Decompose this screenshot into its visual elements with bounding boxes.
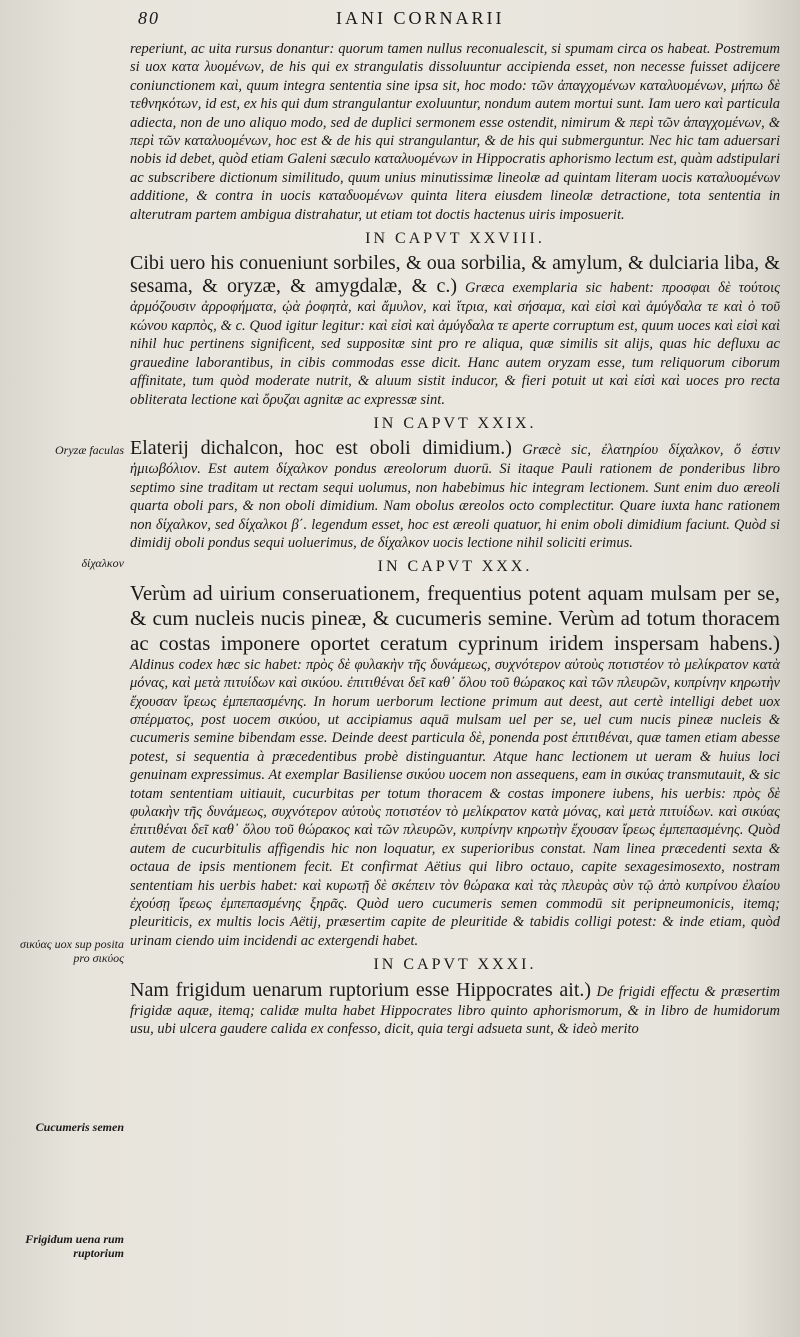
- page-number: 80: [138, 8, 160, 28]
- margin-note-oryza: Oryzæ faculas: [55, 443, 124, 457]
- margin-note-cucumeris: Cucumeris semen: [35, 1120, 124, 1134]
- commentary-28: Græca exemplaria sic habent: προσφαι δὲ τούτοις ἁρμόζουσιν ἀρροφήματα, ᾠὰ ῥοφητὰ, καὶ ἄμυλον, καὶ ἴτρια, καὶ σήσαμα, καὶ εἰσὶ καὶ ἀμύγδαλα τε καὶ ὁ τοῦ κώνου καρπὸς, & c. Quod igitur legitur: καὶ εἰσὶ καὶ ἀμύγδαλα τε aperte corruptum est, quum uoces καὶ εἰσὶ καὶ nihil huc pertinens significent, sed suppositæ sint pro re aliqua, quæ similis sit alijs, quas hic defluxu ac grauedine laborantibus, in cibis commodas esse dicit. Hanc autem oryzam esse, tum reliquorum ciborum affinitate, tum quòd moderate nutrit, & aluum sistit inducor, & fieri potuit ut καὶ εἰσὶ καὶ uoces pro recta obliterata lectione καὶ ὄρυζαι agnitæ ac expressæ sint.: [130, 280, 781, 408]
- text-column: [130, 40, 780, 1044]
- chapter-heading-28: IN CAPVT XXVIII.: [365, 230, 545, 248]
- running-title: IANI CORNARII: [336, 8, 505, 28]
- margin-note-frigidum: Frigidum uena rum ruptorium: [25, 1232, 124, 1260]
- paragraph-continuation: reperiunt, ac uita rursus donantur: quorum tamen nullus reconualescit, si spumam circa os habeat. Postremum si uox κατα λυομένων, de his qui ex strangulatis dissoluuntur accipienda esset, non necesse fuisset adijcere coniunctionem καὶ, quum integra sententia sine ipsa sit, hoc modo: τῶν ἀπαγχομένων καταλυομένων, μήπω δὲ τεθνηκότων, id est, ex his qui dum strangulantur exoluuntur, nondum autem mortui sunt. Iam uero καὶ particula adiecta, non de uno aliquo modo, sed de duplici sermonem esse ostendit, nimirum & περὶ τῶν ἀπαγχομένων, & περὶ τῶν καταλυομένων, hoc est & de his qui strangulantur, & de his qui submerguntur. Nec hic tam aduersari nobis id debet, quòd etiam Galeni sæculo καταλυομένων in Hippocratis aphorismo lectum est, quàm adstipulari ac subscribere dictionum similitudo, quum unius minutissimæ lineolæ ad quintam literam uocis καταλυομένων additione, & contra in uocis καταδυομένων quinta litera eiusdem lineolæ detractione, tota sententia in alterutram partem ambigua distrahatur, ut etiam tot doctis hactenus uiris imposuerit.: [130, 41, 780, 223]
- commentary-30a: Aldinus codex hæc sic habet: πρὸς δὲ φυλακὴν τῆς δυνάμεως, συχνότερον αὐτοὺς ποτιστέον τὸ μελίκρατον κατὰ μόνας, καὶ μετὰ πιτυίδων καὶ σικύου. ἐπιτιθέναι δεῖ καθ᾿ ὅλου τοῦ θώρακος καὶ τῶν πλευρῶν, κυπρίνην κηρωτὴν ἔχουσαν ἴρεως ἐμπεπασμένης. In horum uerborum lectione primum aut deest, aut certè intelligi debet uox σπέρματος, post uocem σικύου, ut accipiamus aquā mulsam uel per se, uel cum nucis pineæ nucleis & cucumeris semine bibendam esse. Deinde deest particula δὲ, ponenda post ἐπιτιθέναι, quæ tamen etiam abesse potest, si sequentia à præcedentibus probè distinguantur. Atque hanc lectionem ut ueram & huius loci genuinam expressimus.: [130, 656, 780, 784]
- lemma-31: Nam frigidum uenarum ruptorium esse Hippocrates ait.): [130, 978, 592, 1001]
- lemma-29: Elaterij dichalcon, hoc est oboli dimidium.): [130, 437, 512, 460]
- commentary-30b: At exemplar Basiliense σικύου uocem non assequens, eam in σικύας transmutauit, & sic totam sententiam uitiauit, cucurbitas per totum thoracem & costas imponere iubens, his uerbis: πρὸς δὲ φυλακὴν τῆς δυνάμεως, συχνότερον αὐτοὺς ποτιστέον τὸ μελίκρατον κατὰ μόνας, καὶ μετὰ πιτυίδων. καὶ σικύας ἐπιτιθέναι δεῖ καθ᾿ ὅλου τοῦ θώρακος καὶ τῶν πλευρῶν, κυπρίνην κηρωτὴν ἔχουσαν ἴρεως ἐμπεπασμένης. Quòd autem de cucurbitulis affigendis hic non loquatur, ex superioribus constat. Nam linea præcedenti sexta & octaua de ipsis mentionem fecit. Et confirmat Aëtius qui libro octauo, capite sexagesimosexto, nostram sententiam his uerbis habet: καὶ κυρωτῇ δὲ σκέπειν τὸν θώρακα καὶ τὰς πλευρὰς σὺν τῷ ἀπὸ κυπρίνου ἐλαίου ἐχούσῃ ἴρεως ἐμπεπασμένης ξηρᾶς. Quòd uero cucumeris semen commodū sit peripneumonicis, itemq; pleuriticis, ex multis locis Aëtij, præsertim capite de pleuritide & tabidis colligi potest: & inde etiam, quòd urinam ciendo uim incidendi ac extergendi habet.: [130, 767, 780, 949]
- lemma-30: Verùm ad uirium conseruationem, frequentius potent aquam mulsam per se, & cum nucleis nucis pineæ, & cucumeris semine. Verùm ad totum thoracem ac costas imponere oportet ceratum cyprinum iridem inspersam habens.): [130, 580, 780, 655]
- margin-note-sikuas: σικύας uox sup posita pro σικύος: [19, 937, 124, 965]
- chapter-heading-29: IN CAPVT XXIX.: [373, 414, 537, 432]
- running-header: [124, 8, 784, 32]
- commentary-29: Græcè sic, ἐλατηρίου δίχαλκον, ὅ ἐστιν ἡμιωβόλιον. Est autem δίχαλκον pondus æreolorum duorū. Si itaque Pauli rationem de ponderibus libro septimo sine traditam ut rectam sequi uolumus, non habebimus hic integram lectionem. Sunt enim duo æreoli quarta oboli pars, & non oboli dimidium. Nam obolus æreolos octo complectitur. Quare iuxta hanc rationem non δίχαλκον, sed δίχαλκοι β΄. legendum esset, hoc est æreoli quatuor, hi enim oboli dimidium faciunt. Quòd si dimidij oboli pondus sequi uoluerimus, de δίχαλκον uocis lectione nihil soliciti erimus.: [130, 442, 781, 551]
- chapter-heading-31: IN CAPVT XXXI.: [373, 956, 537, 974]
- lemma-28: Cibi uero his conueniunt sorbiles, & oua sorbilia, & amylum, & dulciaria liba, & sesama, & oryzæ, & amygdalæ, & c.): [130, 252, 780, 298]
- commentary-31: De frigidi effectu & præsertim frigidæ aquæ, itemq; calidæ multa habet Hippocrates libro quinto aphorismorum, & in libro de humidorum usu, ubi ulcera gaudere calida ex confesso, dicit, quia tergi adsueta sunt, & ideò merito: [130, 983, 781, 1038]
- margin-note-dichalkon: δίχαλκον: [81, 556, 124, 570]
- chapter-heading-30: IN CAPVT XXX.: [377, 558, 533, 576]
